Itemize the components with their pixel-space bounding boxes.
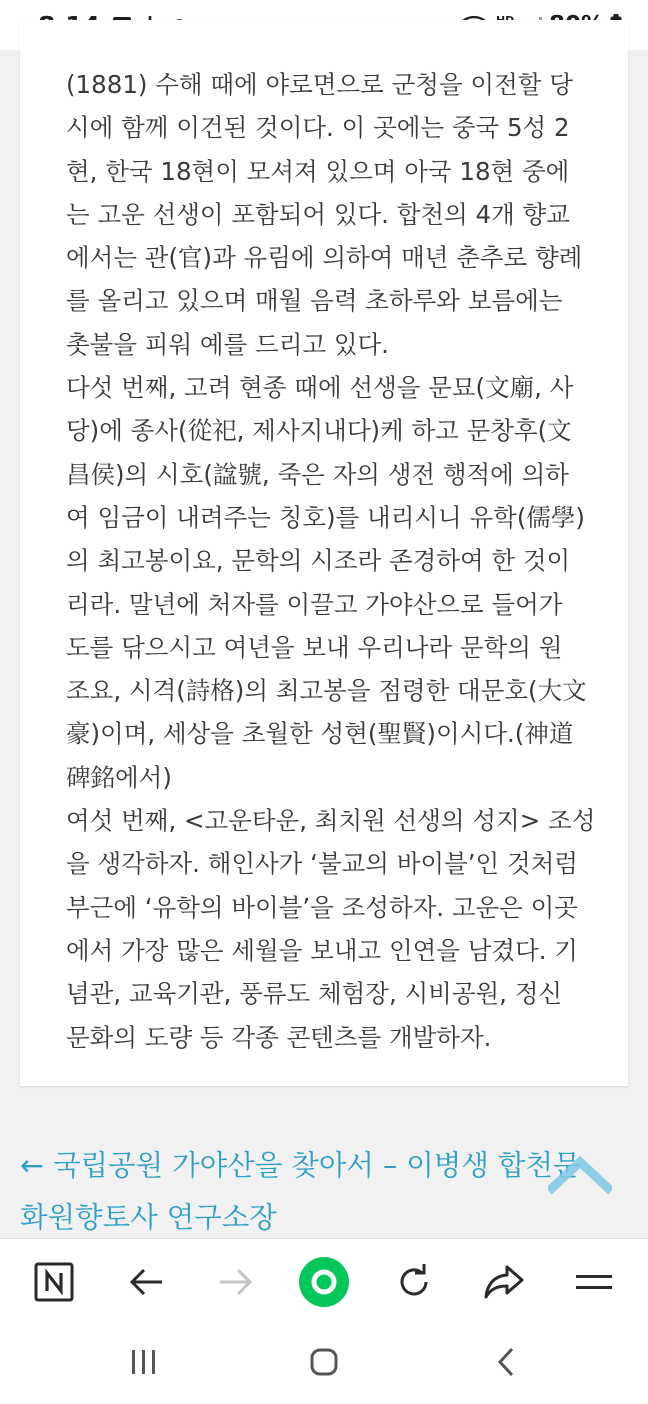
- article-card: [20, 20, 628, 1086]
- browser-toolbar: [0, 1238, 648, 1324]
- article-line: 를 올리고 있으며 매월 음력 초하루와 보름에는: [66, 286, 563, 316]
- home-icon: [309, 1347, 339, 1377]
- article-line: 촛불을 피워 예를 드리고 있다.: [66, 329, 389, 359]
- naver-home-icon: [34, 1262, 74, 1302]
- article-line: 문화의 도량 등 각종 콘텐츠를 개발하자.: [66, 1022, 492, 1052]
- share-icon: [484, 1265, 524, 1299]
- article-line: 는 고운 선생이 포함되어 있다. 합천의 4개 향교: [66, 199, 570, 229]
- article-line: 현, 한국 18현이 모셔져 있으며 아국 18현 중에: [66, 156, 570, 186]
- article-line: 시에 함께 이건된 것이다. 이 곳에는 중국 5성 2: [66, 113, 570, 143]
- home-button[interactable]: [274, 1324, 374, 1400]
- article-line: 여 임금이 내려주는 칭호)를 내리시니 유학(儒學): [66, 502, 585, 532]
- scroll-to-top-button[interactable]: [548, 1150, 612, 1194]
- refresh-icon: [395, 1263, 433, 1301]
- article-body: [66, 63, 626, 1059]
- share-button[interactable]: [459, 1239, 549, 1325]
- chevron-up-icon: [548, 1150, 612, 1194]
- article-line: (1881) 수해 때에 야로면으로 군청을 이전할 당: [66, 70, 573, 99]
- refresh-button[interactable]: [369, 1239, 459, 1325]
- article-line: 당)에 종사(從祀, 제사지내다)케 하고 문창후(文: [66, 416, 572, 446]
- article-line: 조요, 시격(詩格)의 최고봉을 점령한 대문호(大文: [66, 676, 587, 706]
- article-line: 념관, 교육기관, 풍류도 체험장, 시비공원, 정신: [66, 979, 563, 1009]
- forward-arrow-icon: [218, 1267, 254, 1297]
- article-line: 여섯 번째, <고운타운, 최치원 선생의 성지> 조성: [66, 806, 596, 836]
- green-dot-icon: [298, 1256, 350, 1308]
- menu-icon: [575, 1272, 613, 1292]
- article-line: 부근에 ‘유학의 바이블’을 조성하자. 고운은 이곳: [66, 892, 578, 922]
- article-line: 을 생각하자. 해인사가 ‘불교의 바이블’인 것처럼: [66, 849, 578, 879]
- article-line: 다섯 번째, 고려 현종 때에 선생을 문묘(文廟, 사: [66, 373, 574, 403]
- previous-post-link[interactable]: [20, 1140, 620, 1244]
- article-line: 에서는 관(官)과 유림에 의하여 매년 춘추로 향례: [66, 243, 583, 273]
- article-line: 의 최고봉이요, 문학의 시조라 존경하여 한 것이: [66, 546, 571, 576]
- previous-post-title-line1[interactable]: ← 국립공원 가야산을 찾아서 – 이병생 합천문: [20, 1149, 581, 1182]
- system-back-button[interactable]: [456, 1324, 556, 1400]
- menu-button[interactable]: [549, 1239, 639, 1325]
- article-line: 도를 닦으시고 여년을 보내 우리나라 문학의 원: [66, 632, 563, 662]
- recent-apps-button[interactable]: [94, 1324, 194, 1400]
- back-icon: [496, 1347, 516, 1377]
- article-line: 豪)이며, 세상을 초월한 성현(聖賢)이시다.(神道: [66, 719, 574, 749]
- article-line: 昌侯)의 시호(諡號, 죽은 자의 생전 행적에 의하: [66, 459, 569, 489]
- previous-post-title-line2[interactable]: 화원향토사 연구소장: [20, 1201, 277, 1234]
- forward-button[interactable]: [191, 1239, 281, 1325]
- article-line: 에서 가장 많은 세월을 보내고 인연을 남겼다. 기: [66, 935, 578, 965]
- article-line: 리라. 말년에 처자를 이끌고 가야산으로 들어가: [66, 589, 563, 619]
- system-nav-bar: [0, 1324, 648, 1404]
- recent-apps-icon: [130, 1349, 158, 1375]
- article-line: 碑銘에서): [66, 762, 172, 792]
- back-button[interactable]: [101, 1239, 191, 1325]
- naver-home-button[interactable]: [9, 1239, 99, 1325]
- green-dot-button[interactable]: [279, 1239, 369, 1325]
- back-arrow-icon: [128, 1267, 164, 1297]
